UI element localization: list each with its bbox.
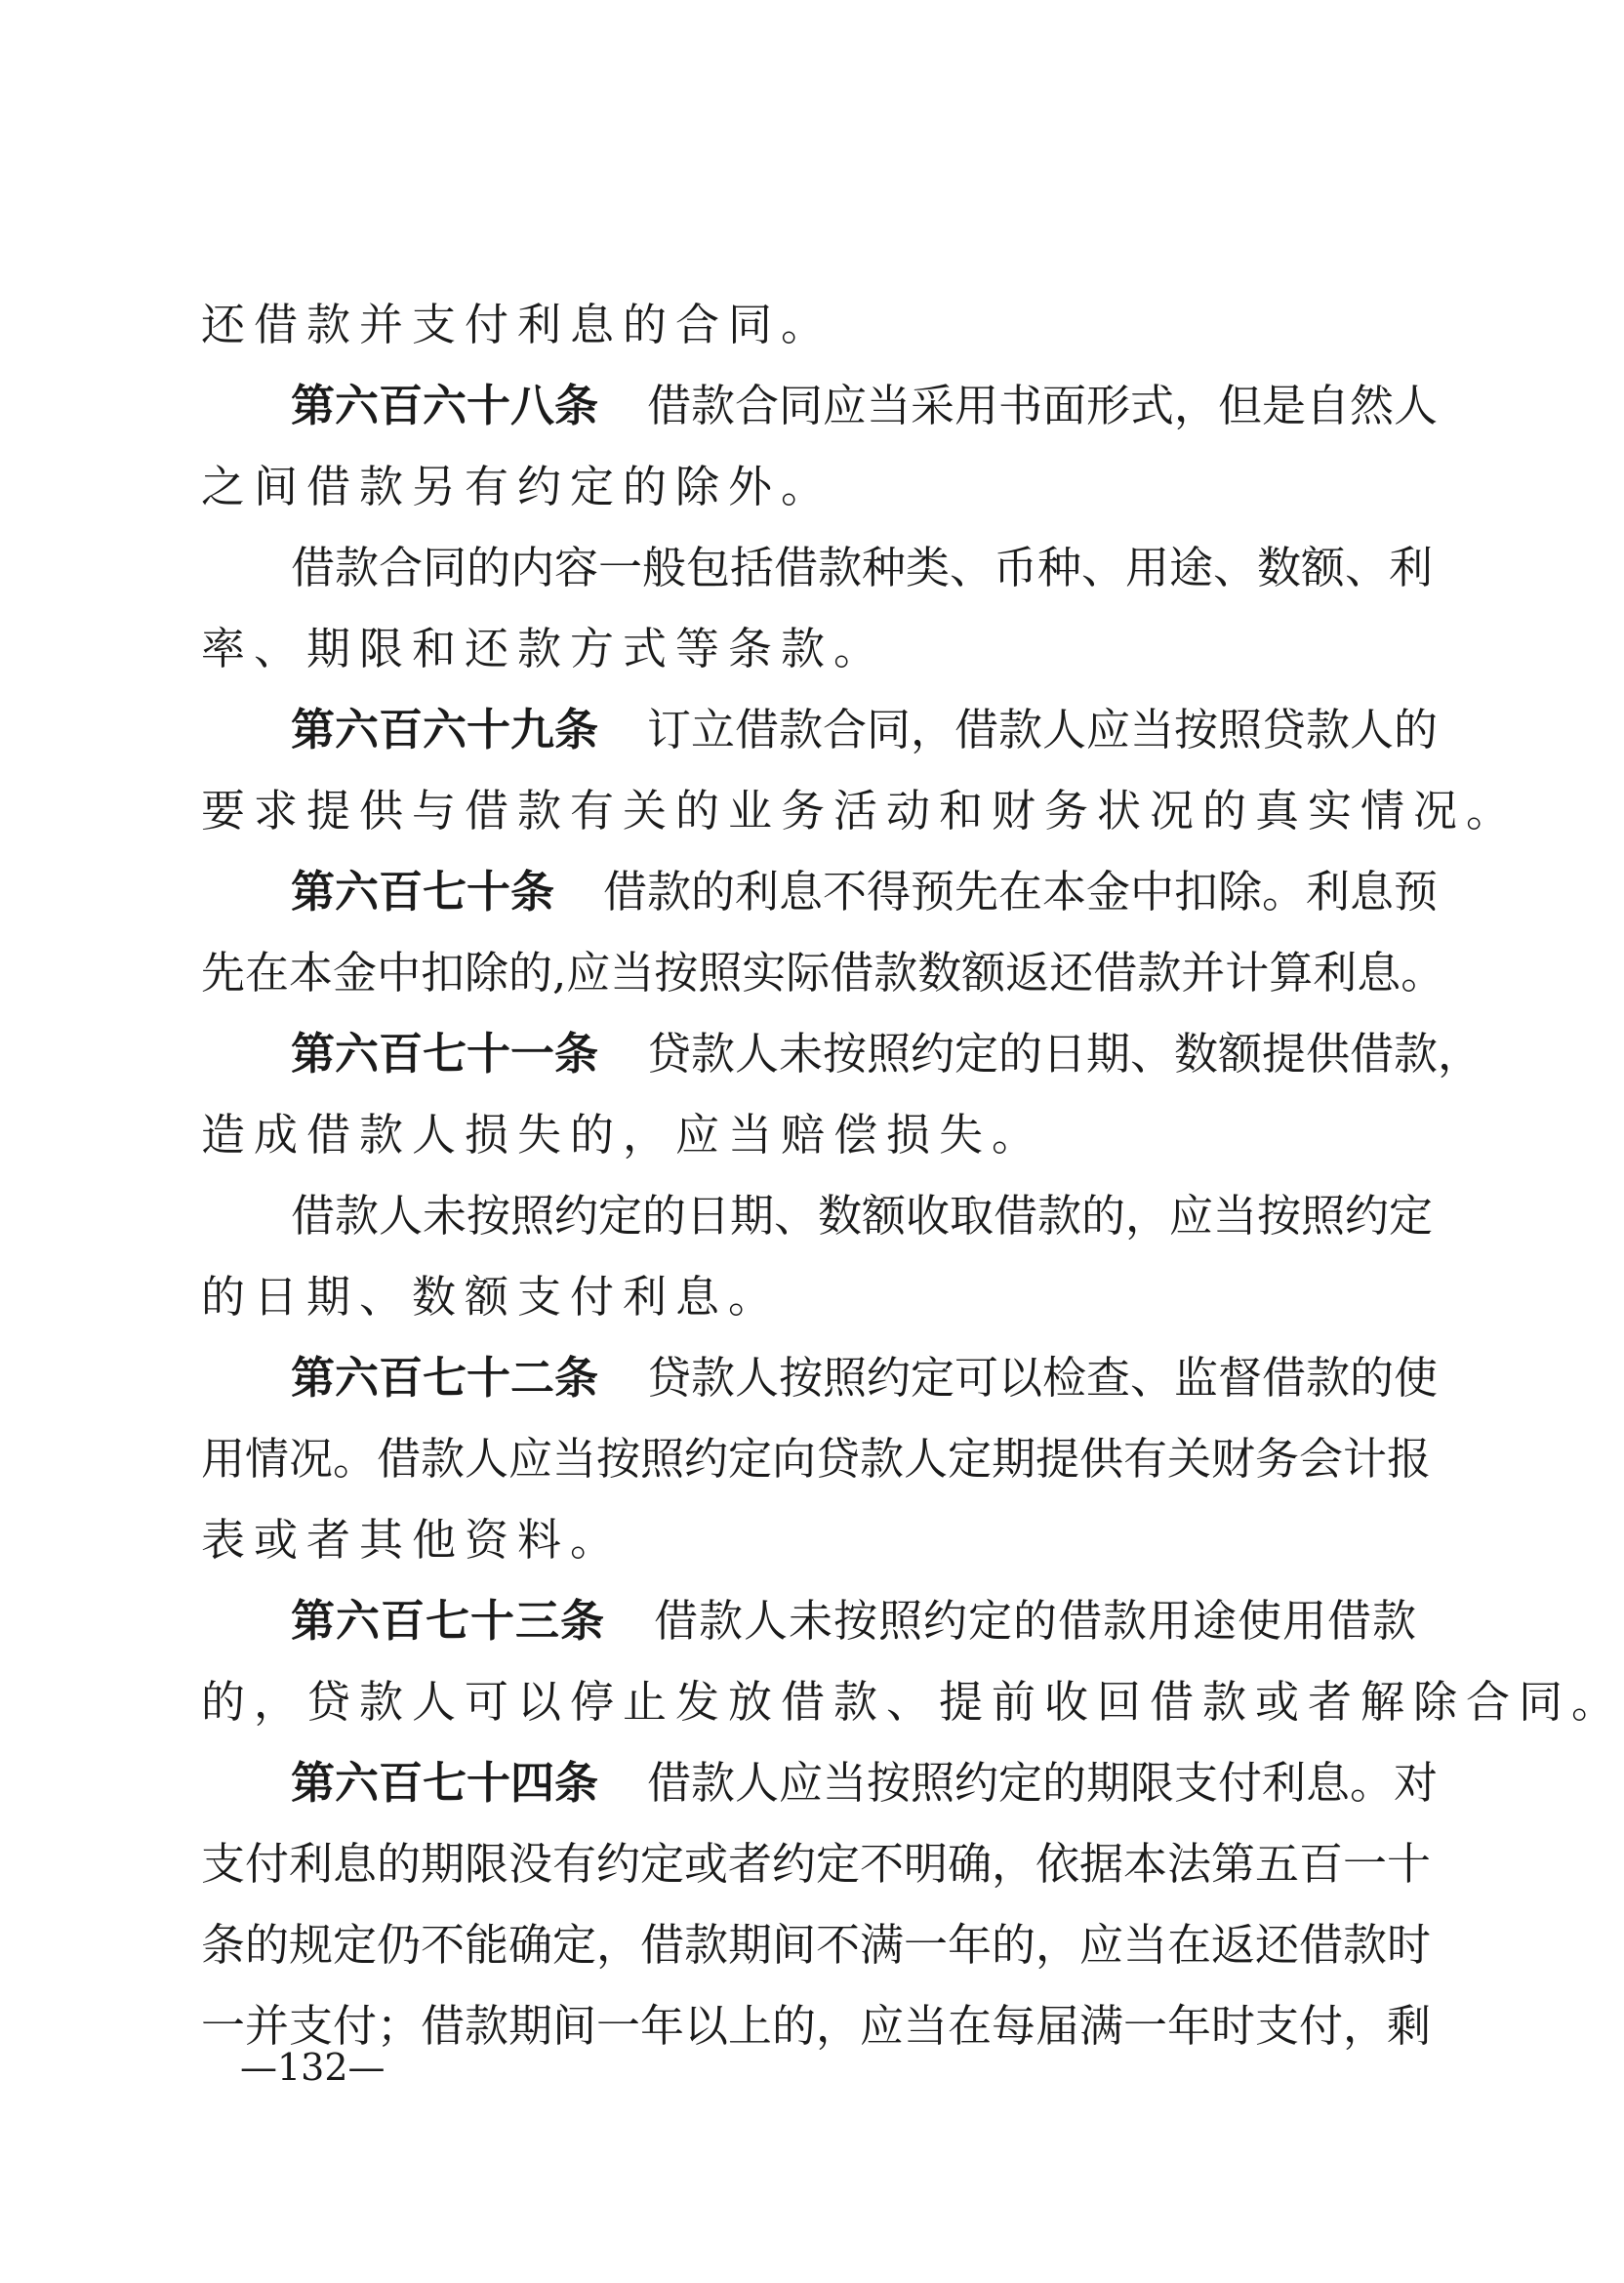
line-text: 条的规定仍不能确定，借款期间不满一年的，应当在返还借款时 bbox=[201, 1919, 1432, 1971]
article-title: 第六百六十九条 bbox=[291, 704, 599, 755]
text-line bbox=[201, 291, 1416, 359]
text-line bbox=[201, 1425, 1432, 1493]
line-text: 率、期限和还款方式等条款。 bbox=[201, 623, 887, 674]
line-text: 一并支付；借款期间一年以上的，应当在每届满一年时支付，剩 bbox=[201, 2000, 1432, 2052]
text-line bbox=[291, 1182, 1434, 1250]
article-text: 借款合同应当采用书面形式，但是自然人 bbox=[647, 380, 1439, 431]
article-title: 第六百七十二条 bbox=[291, 1352, 599, 1404]
text-line bbox=[291, 534, 1434, 602]
line-text: 的日期、数额支付利息。 bbox=[201, 1271, 782, 1323]
article-title: 第六百七十一条 bbox=[291, 1028, 599, 1080]
article-line bbox=[291, 1749, 1439, 1817]
line-text: 用情况。借款人应当按照约定向贷款人定期提供有关财务会计报 bbox=[201, 1433, 1432, 1485]
article-line bbox=[291, 1344, 1439, 1412]
text-line bbox=[201, 1668, 1624, 1736]
text-line bbox=[201, 1911, 1432, 1979]
line-text: 要求提供与借款有关的业务活动和财务状况的真实情况。 bbox=[201, 785, 1520, 836]
article-text: 订立借款合同，借款人应当按照贷款人的 bbox=[647, 704, 1439, 755]
text-line bbox=[201, 453, 1416, 521]
line-text: 支付利息的期限没有约定或者约定不明确，依据本法第五百一十 bbox=[201, 1838, 1432, 1890]
text-line bbox=[201, 1830, 1432, 1898]
article-line bbox=[291, 1587, 1416, 1655]
article-title: 第六百七十三条 bbox=[291, 1595, 605, 1647]
text-line bbox=[201, 1506, 1416, 1574]
article-text: 贷款人未按照约定的日期、数额提供借款， bbox=[647, 1028, 1482, 1080]
line-text: 表或者其他资料。 bbox=[201, 1514, 624, 1566]
text-line bbox=[201, 777, 1520, 845]
text-line bbox=[201, 939, 1445, 1007]
page-number: —132— bbox=[240, 2046, 386, 2089]
line-text: 的，贷款人可以停止发放借款、提前收回借款或者解除合同。 bbox=[201, 1676, 1624, 1728]
text-line bbox=[201, 1101, 1416, 1169]
article-line bbox=[291, 858, 1439, 926]
article-title: 第六百七十条 bbox=[291, 866, 555, 917]
line-text: 借款人未按照约定的日期、数额收取借款的，应当按照约定 bbox=[291, 1190, 1434, 1242]
article-line bbox=[291, 696, 1439, 764]
line-text: 还借款并支付利息的合同。 bbox=[201, 299, 834, 350]
text-line bbox=[201, 615, 1416, 683]
text-line bbox=[201, 1263, 1416, 1331]
line-text: 先在本金中扣除的,应当按照实际借款数额返还借款并计算利息。 bbox=[201, 947, 1445, 999]
article-title: 第六百六十八条 bbox=[291, 380, 599, 431]
article-title: 第六百七十四条 bbox=[291, 1757, 599, 1809]
article-text: 借款人未按照约定的借款用途使用借款 bbox=[654, 1595, 1416, 1647]
line-text: 之间借款另有约定的除外。 bbox=[201, 461, 834, 512]
line-text: 借款合同的内容一般包括借款种类、币种、用途、数额、利 bbox=[291, 542, 1434, 593]
article-line bbox=[291, 372, 1439, 440]
article-line bbox=[291, 1020, 1482, 1088]
line-text: 造成借款人损失的，应当赔偿损失。 bbox=[201, 1109, 1045, 1161]
article-text: 借款人应当按照约定的期限支付利息。对 bbox=[647, 1757, 1439, 1809]
article-text: 借款的利息不得预先在本金中扣除。利息预 bbox=[603, 866, 1439, 917]
article-text: 贷款人按照约定可以检查、监督借款的使 bbox=[647, 1352, 1439, 1404]
